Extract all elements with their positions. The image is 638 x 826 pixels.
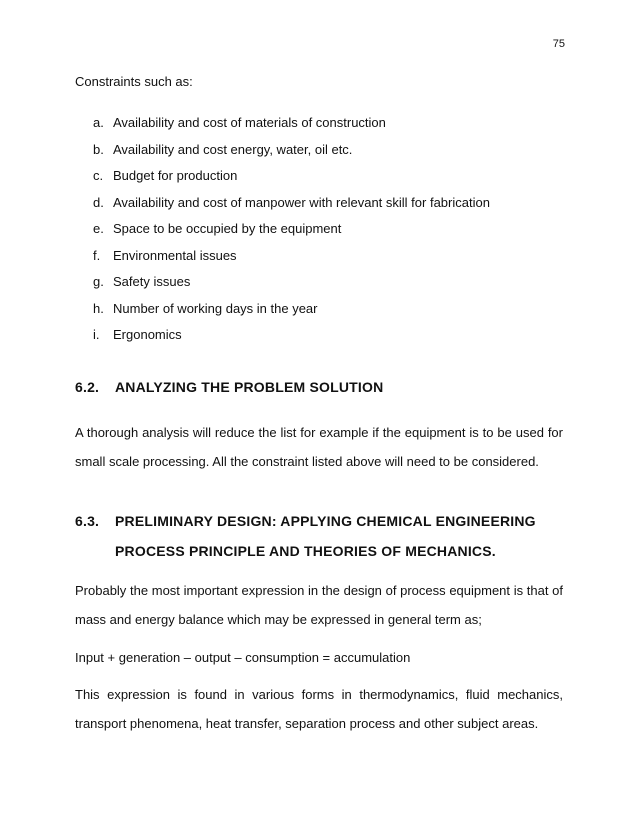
paragraph-mass-energy-balance: Probably the most important expression in the design of process equipment is that of mass and energy balance which may be expressed in general term as; [75, 583, 563, 627]
list-marker: d. [93, 194, 104, 210]
list-item-text: Budget for production [113, 168, 238, 183]
list-marker: i. [93, 327, 100, 342]
paragraph-expression-forms: This expression is found in various forms in thermodynamics, fluid mechanics, transport phenomena, heat transfer, separation process and other subject areas. [75, 687, 563, 731]
section-heading-6-3 [75, 513, 536, 529]
list-marker: c. [93, 168, 104, 183]
list-item [93, 137, 490, 164]
section-title: ANALYZING THE PROBLEM SOLUTION [115, 379, 384, 395]
list-item [93, 322, 490, 349]
list-item [93, 190, 490, 217]
list-item-text: Number of working days in the year [113, 300, 318, 316]
list-marker: b. [93, 141, 104, 157]
list-item-text: Safety issues [113, 274, 191, 289]
list-item-text: Environmental issues [113, 247, 237, 263]
list-item [93, 243, 490, 270]
page-number: 75 [552, 38, 565, 50]
list-item [93, 216, 490, 243]
paragraph-analysis: A thorough analysis will reduce the list for example if the equipment is to be used for small scale processing. All the constraint listed above will need to be considered. [75, 425, 563, 469]
list-marker: e. [93, 221, 104, 236]
section-number: 6.2. [75, 379, 100, 395]
list-item [93, 269, 490, 296]
intro-text: Constraints such as: [75, 74, 193, 89]
list-item-text: Availability and cost of materials of construction [113, 115, 386, 130]
list-item [93, 110, 490, 137]
section-title-continued: PROCESS PRINCIPLE AND THEORIES OF MECHANICS. [115, 543, 496, 559]
section-heading-6-2 [75, 379, 383, 395]
list-item-text: Availability and cost energy, water, oil etc. [113, 141, 353, 157]
list-item-text: Space to be occupied by the equipment [113, 221, 342, 236]
list-marker: a. [93, 115, 104, 130]
constraint-list [93, 110, 490, 349]
list-item-text: Availability and cost of manpower with relevant skill for fabrication [113, 194, 490, 210]
list-item [93, 163, 490, 190]
list-marker: f. [93, 247, 101, 263]
section-title: PRELIMINARY DESIGN: APPLYING CHEMICAL ENGINEERING [115, 513, 536, 529]
balance-equation: Input + generation – output – consumption = accumulation [75, 650, 411, 665]
list-item [93, 296, 490, 323]
section-number: 6.3. [75, 513, 100, 529]
list-marker: h. [93, 300, 104, 316]
list-marker: g. [93, 274, 104, 289]
list-item-text: Ergonomics [113, 327, 182, 342]
